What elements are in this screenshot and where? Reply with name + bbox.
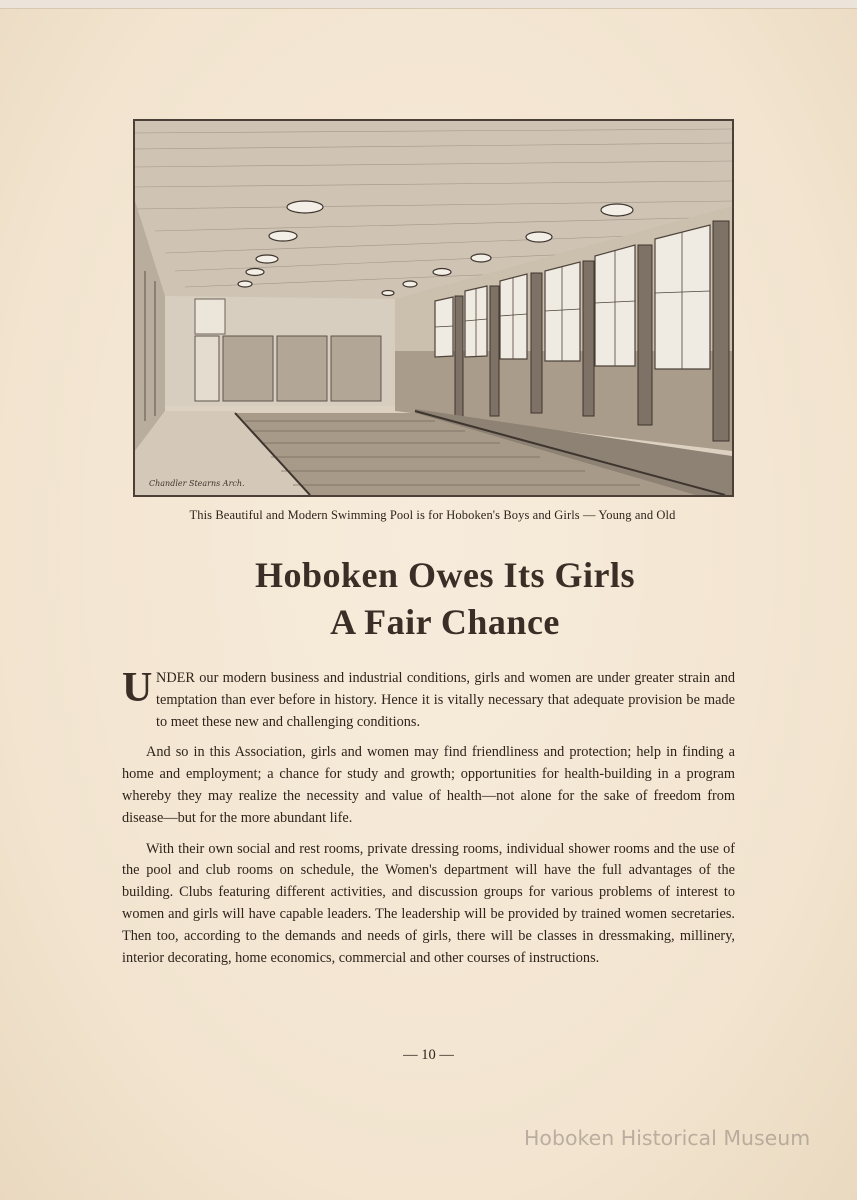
- watermark: Hoboken Historical Museum: [524, 1126, 811, 1150]
- paragraph-1: [122, 665, 735, 733]
- page-number: — 10 —: [403, 1047, 454, 1063]
- illustration-caption: This Beautiful and Modern Swimming Pool is for Hoboken's Boys and Girls — Young and Old: [189, 508, 676, 522]
- illustration-signature: Chandler Stearns Arch.: [149, 479, 245, 488]
- swimming-pool-illustration: [133, 119, 734, 497]
- page-title: [100, 552, 790, 646]
- paragraph-1-text: NDER our modern business and industrial conditions, girls and women are under greater strain and temptation than ever before in history. Hence it is vitally necessary that adequate provision be made to meet these new and challenging conditions.: [156, 670, 735, 730]
- page-top-edge: [0, 0, 857, 9]
- article-body: [122, 665, 735, 978]
- paragraph-3: With their own social and rest rooms, private dressing rooms, individual shower rooms and the use of the pool and club rooms on schedule, the Women's department will have the full advantages of the building. Clubs featuring different activities, and discussion groups for various problems of interest to women and girls will have capable leaders. The leadership will be provided by trained women secretaries. Then too, according to the demands and needs of girls, there will be classes in dressmaking, millinery, interior decorating, home economics, commercial and other courses of instructions.: [122, 840, 735, 966]
- paragraph-2: And so in this Association, girls and women may find friendliness and protection; help in finding a home and employment; a chance for study and growth; opportunities for health-building in a program whereby they may realize the necessity and value of health—not alone for the sake of freedom from disease—but for the more abundant life.: [122, 744, 735, 826]
- page-title-line-1: Hoboken Owes Its Girls: [254, 555, 636, 595]
- drop-cap: U: [122, 665, 153, 711]
- page-title-line-2: A Fair Chance: [330, 602, 560, 642]
